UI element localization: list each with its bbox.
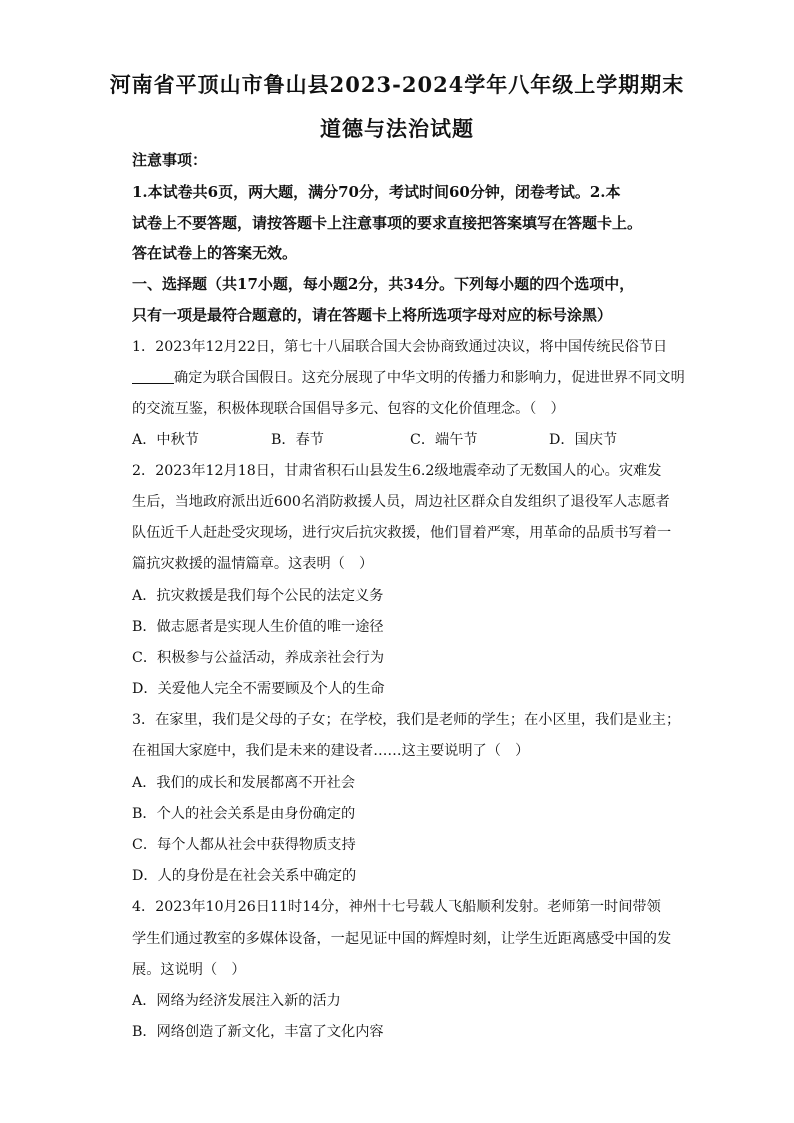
- question-4-text: 学生们通过教室的多媒体设备，一起见证中国的辉煌时刻，让学生近距离感受中国的发: [132, 931, 672, 947]
- notice-heading: 注意事项：: [132, 151, 208, 169]
- question-1-option-d: D．国庆节: [549, 432, 618, 448]
- question-2-option-c: C．积极参与公益活动，养成亲社会行为: [132, 650, 385, 666]
- question-1-option-b: B．春节: [271, 432, 324, 448]
- question-3-option-b: B．个人的社会关系是由身份确定的: [132, 806, 356, 822]
- question-2-text: 生后，当地政府派出近600名消防救援人员，周边社区群众自发组织了退役军人志愿者: [132, 494, 670, 510]
- question-1-option-c: C．端午节: [410, 432, 478, 448]
- question-3-text: 3．在家里，我们是父母的子女；在学校，我们是老师的学生；在小区里，我们是业主；: [132, 712, 681, 728]
- question-1-text-cont: 确定为联合国假日。这充分展现了中华文明的传播力和影响力，促进世界不同文明: [174, 370, 685, 386]
- exam-title-line1: 河南省平顶山市鲁山县2023-2024学年八年级上学期期末: [109, 72, 685, 97]
- question-1-text: 的交流互鉴，积极体现联合国倡导多元、包容的文化价值理念。（ ）: [132, 401, 565, 417]
- question-3-option-a: A．我们的成长和发展都离不开社会: [132, 775, 356, 791]
- exam-title-line2: 道德与法治试题: [320, 116, 474, 141]
- question-2-text: 篇抗灾救援的温情篇章。这表明（ ）: [132, 556, 374, 572]
- question-2-option-b: B．做志愿者是实现人生价值的唯一途径: [132, 619, 384, 635]
- section-heading: 只有一项是最符合题意的，请在答题卡上将所选项字母对应的标号涂黑）: [132, 306, 613, 324]
- notice-line: 1.本试卷共6页，两大题，满分70分，考试时间60分钟，闭卷考试。2.本: [132, 183, 621, 201]
- question-2-option-a: A．抗灾救援是我们每个公民的法定义务: [132, 588, 384, 604]
- question-4-option-a: A．网络为经济发展注入新的活力: [132, 993, 341, 1009]
- question-3-option-c: C．每个人都从社会中获得物质支持: [132, 837, 356, 853]
- answer-blank: [132, 369, 174, 384]
- question-2-text: 队伍近千人赶赴受灾现场，进行灾后抗灾救援，他们冒着严寒，用革命的品质书写着一: [132, 525, 672, 541]
- question-2-text: 2．2023年12月18日，甘肃省积石山县发生6.2级地震牵动了无数国人的心。灾难发: [132, 463, 662, 479]
- question-1-option-a: A．中秋节: [132, 432, 199, 448]
- question-4-text: 4．2023年10月26日11时14分，神州十七号载人飞船顺利发射。老师第一时间带领: [132, 899, 661, 915]
- section-heading: 一、选择题（共17小题，每小题2分，共34分。下列每小题的四个选项中，: [132, 275, 635, 293]
- question-1-text: [132, 368, 685, 388]
- question-3-option-d: D．人的身份是在社会关系中确定的: [132, 868, 357, 884]
- notice-line: 答在试卷上的答案无效。: [132, 244, 298, 262]
- notice-line: 试卷上不要答题，请按答题卡上注意事项的要求直接把答案填写在答题卡上。: [132, 214, 643, 232]
- question-4-option-b: B．网络创造了新文化，丰富了文化内容: [132, 1024, 384, 1040]
- question-1-text: 1．2023年12月22日，第七十八届联合国大会协商致通过决议，将中国传统民俗节日: [132, 339, 668, 355]
- question-4-text: 展。这说明（ ）: [132, 962, 246, 978]
- question-2-option-d: D．关爱他人完全不需要顾及个人的生命: [132, 681, 385, 697]
- question-3-text: 在祖国大家庭中，我们是未来的建设者……这主要说明了（ ）: [132, 743, 530, 759]
